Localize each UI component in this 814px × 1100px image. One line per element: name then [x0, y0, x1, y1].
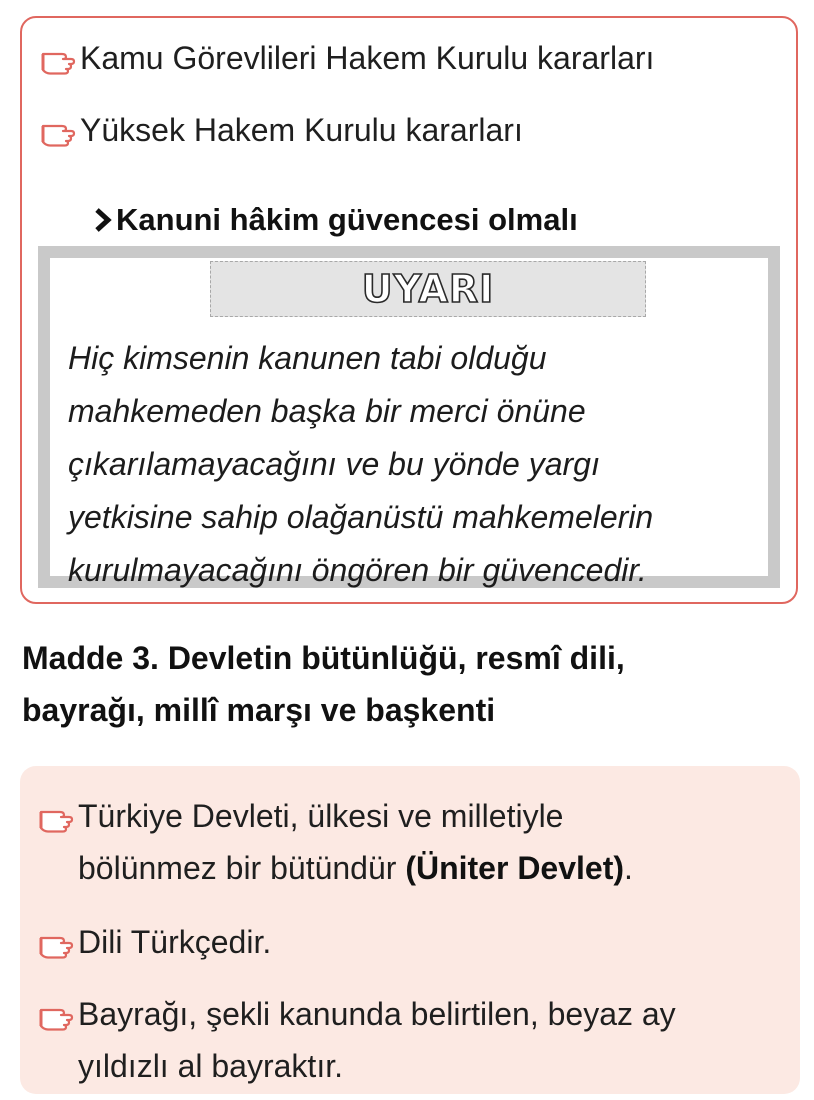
list-item-line — [78, 842, 778, 894]
top-info-box — [20, 16, 798, 604]
section-heading — [22, 632, 802, 736]
pointing-hand-icon — [40, 32, 78, 84]
warning-line: mahkemeden başka bir merci önüne — [68, 393, 586, 429]
list-item — [38, 916, 778, 968]
list-item — [38, 988, 778, 1092]
emphasis-text: (Üniter Devlet) — [405, 850, 625, 886]
pointing-hand-icon — [38, 790, 76, 842]
bullet-text: Kamu Görevlileri Hakem Kurulu kararları — [80, 40, 655, 76]
sub-heading-text: Kanuni hâkim güvencesi olmalı — [116, 202, 578, 237]
chevron-right-icon — [92, 194, 114, 246]
article-summary-box — [20, 766, 800, 1094]
bullet-item — [40, 104, 523, 156]
list-item-text — [78, 790, 778, 894]
warning-line: yetkisine sahip olağanüstü mahkemelerin — [68, 499, 654, 535]
list-item-segment: . — [624, 850, 633, 886]
list-item-line: Türkiye Devleti, ülkesi ve milletiyle — [78, 798, 564, 834]
warning-line: çıkarılamayacağını ve bu yönde yargı — [68, 446, 600, 482]
list-item-line: Bayrağı, şekli kanunda belirtilen, beyaz ay — [78, 996, 676, 1032]
pointing-hand-icon — [38, 988, 76, 1040]
list-item — [38, 790, 778, 894]
pointing-hand-icon — [38, 916, 76, 968]
pointing-hand-icon — [40, 104, 78, 156]
warning-tab — [210, 261, 646, 317]
sub-heading — [92, 194, 578, 246]
warning-title: UYARI — [361, 267, 495, 311]
list-item-segment: bölünmez bir bütündür — [78, 850, 406, 886]
warning-line: Hiç kimsenin kanunen tabi olduğu — [68, 340, 547, 376]
warning-panel — [50, 258, 768, 588]
bullet-item — [40, 32, 654, 84]
warning-frame — [38, 246, 780, 588]
warning-text — [68, 332, 748, 597]
list-item-line: yıldızlı al bayraktır. — [78, 1048, 343, 1084]
section-heading-line: Madde 3. Devletin bütünlüğü, resmî dili, — [22, 640, 625, 676]
section-heading-line: bayrağı, millî marşı ve başkenti — [22, 692, 496, 728]
list-item-text: Dili Türkçedir. — [78, 924, 272, 960]
list-item-text — [78, 988, 778, 1092]
bullet-text: Yüksek Hakem Kurulu kararları — [80, 112, 523, 148]
warning-line: kurulmayacağını öngören bir güvencedir. — [68, 552, 647, 588]
